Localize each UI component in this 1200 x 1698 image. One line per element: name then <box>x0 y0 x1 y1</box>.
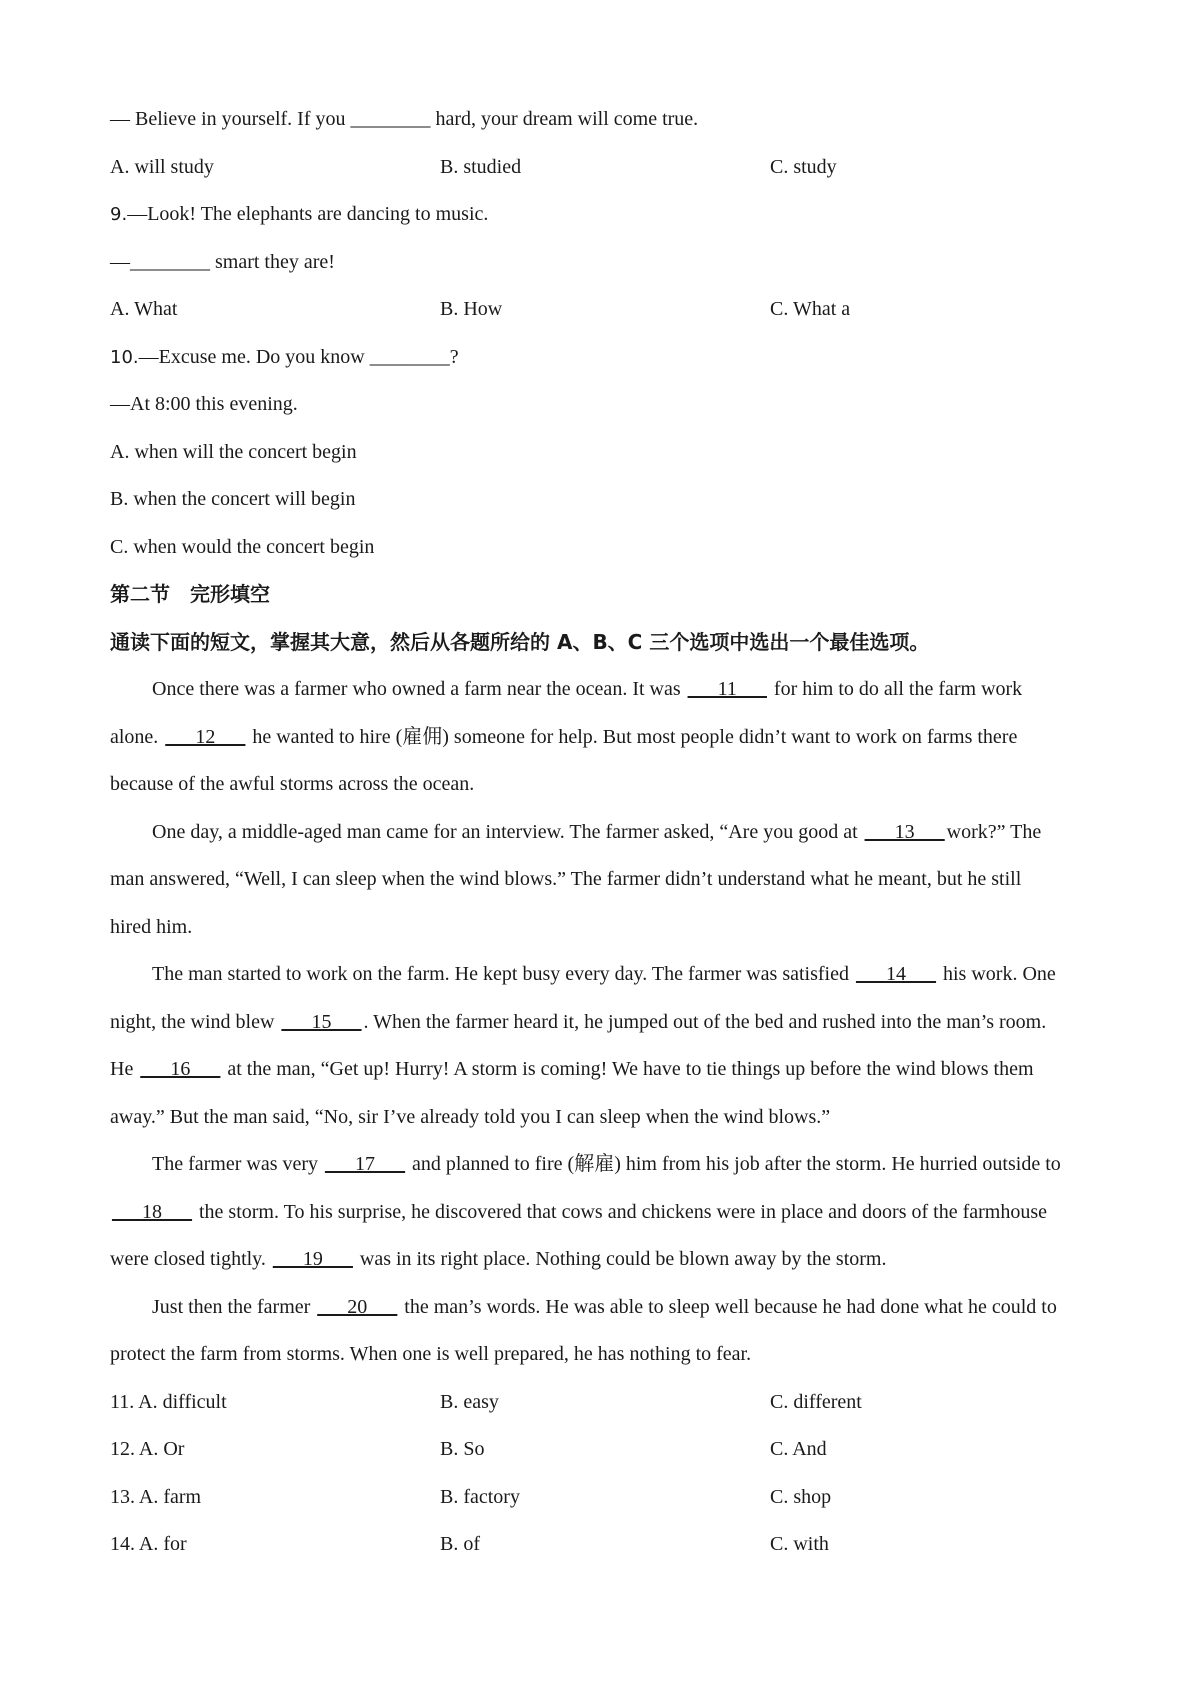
q10-option-b: B. when the concert will begin <box>110 488 356 510</box>
passage-p4-line3 <box>110 1236 1110 1284</box>
q14-option-a: 14. A. for <box>110 1533 187 1555</box>
q8-option-a: A. will study <box>110 155 214 178</box>
p3-l1-pre: The man started to work on the farm. He kept busy every day. The farmer was satisfied <box>152 963 854 985</box>
p1-l1-pre: Once there was a farmer who owned a farm near the ocean. It was <box>152 678 686 700</box>
p4-l1-post: and planned to fire (解雇) him from his job after the storm. He hurried outside to <box>407 1153 1061 1175</box>
passage-p3-line4: away.” But the man said, “No, sir I’ve already told you I can sleep when the wind blows.” <box>110 1105 831 1128</box>
blank-16: ___16___ <box>140 1058 221 1080</box>
p1-l1-post: for him to do all the farm work <box>768 678 1023 700</box>
p5-l1-pre: Just then the farmer <box>152 1295 316 1318</box>
passage-p5-line2: protect the farm from storms. When one is well prepared, he has nothing to fear. <box>110 1343 752 1365</box>
q9-line2 <box>110 239 1110 287</box>
q11-option-a: 11. A. difficult <box>110 1390 227 1413</box>
blank-18: ___18___ <box>112 1200 192 1223</box>
question-row <box>110 1379 1110 1427</box>
page-content <box>110 96 1110 1569</box>
p4-l3-pre: were closed tightly. <box>110 1248 271 1270</box>
p5-l1-post: the man’s words. He was able to sleep well because he had done what he could to <box>399 1295 1057 1318</box>
q8-option-c: C. study <box>770 155 837 178</box>
q14-option-c: C. with <box>770 1533 829 1555</box>
p2-l1-post: work?” The <box>946 820 1042 843</box>
passage-p2-line3: hired him. <box>110 915 193 938</box>
q10-line1-post: ? <box>449 345 459 368</box>
q9-line1 <box>110 191 1110 239</box>
passage-p2-line2: man answered, “Well, I can sleep when the wind blows.” The farmer didn’t understand what he meant, but he still <box>110 868 1022 890</box>
question-row <box>110 1474 1110 1522</box>
section-instruction: 通读下面的短文，掌握其大意，然后从各题所给的 A、B、C 三个选项中选出一个最佳选项。 <box>110 629 930 654</box>
q10-line1-pre: —Excuse me. Do you know <box>138 345 370 368</box>
q14-option-b: B. of <box>440 1533 480 1555</box>
blank-12: ___12___ <box>165 725 246 748</box>
q13-option-c: C. shop <box>770 1485 832 1508</box>
blank-19: ___19___ <box>272 1248 353 1270</box>
blank-13: ___13___ <box>864 820 945 843</box>
p4-l3-post: was in its right place. Nothing could be blown away by the storm. <box>354 1248 887 1270</box>
p1-l2-post: he wanted to hire (雇佣) someone for help. But most people didn’t want to work on farms there <box>247 725 1018 748</box>
q10-line1 <box>110 334 1110 382</box>
p4-l1-pre: The farmer was very <box>152 1153 324 1175</box>
q10-line2: —At 8:00 this evening. <box>110 393 298 415</box>
q8-option-b: B. studied <box>440 155 522 178</box>
q12-option-c: C. And <box>770 1438 827 1460</box>
q12-option-b: B. So <box>440 1438 485 1460</box>
p3-l2-pre: night, the wind blew <box>110 1010 280 1033</box>
q9-option-c: C. What a <box>770 298 851 320</box>
q9-line1-text: —Look! The elephants are dancing to music. <box>127 203 489 225</box>
passage-p2-line1 <box>110 809 1110 857</box>
passage-p1-line2 <box>110 714 1110 762</box>
q12-option-a: 12. A. Or <box>110 1438 185 1460</box>
q9-blank: —________ <box>110 250 210 273</box>
p1-l2-pre: alone. <box>110 725 164 748</box>
q10-option-c: C. when would the concert begin <box>110 535 375 558</box>
q10-blank: ________ <box>369 345 450 368</box>
blank-14: ___14___ <box>856 963 936 985</box>
blank-11: ___11___ <box>687 678 767 700</box>
blank-15: ___15___ <box>281 1010 362 1033</box>
question-row <box>110 1426 1110 1474</box>
passage-p3-line3 <box>110 1046 1110 1094</box>
q13-option-b: B. factory <box>440 1485 520 1508</box>
question-row <box>110 1521 1110 1569</box>
passage-p4-line1 <box>110 1141 1110 1189</box>
q11-option-c: C. different <box>770 1390 862 1413</box>
p3-l2-post: . When the farmer heard it, he jumped out of the bed and rushed into the man’s room. <box>363 1010 1047 1033</box>
q10-option-a: A. when will the concert begin <box>110 440 357 463</box>
blank-17: ___17___ <box>325 1153 406 1175</box>
p3-l3-post: at the man, “Get up! Hurry! A storm is coming! We have to tie things up before the wind blows them <box>222 1058 1034 1080</box>
passage-p3-line1 <box>110 951 1110 999</box>
section-title: 第二节 完形填空 <box>110 582 270 606</box>
q9-option-a: A. What <box>110 298 178 320</box>
q8-stem-pre: — Believe in yourself. If you <box>110 108 351 130</box>
p4-l2-post: the storm. To his surprise, he discovered that cows and chickens were in place and doors of the farmhouse <box>194 1200 1047 1223</box>
q10-number: 10. <box>110 346 139 368</box>
q9-number: 9. <box>110 204 128 225</box>
blank-20: ___20___ <box>317 1295 398 1318</box>
q13-option-a: 13. A. farm <box>110 1485 202 1508</box>
p3-l1-post: his work. One <box>938 963 1056 985</box>
q8-stem <box>110 96 1110 144</box>
q8-blank: ________ <box>350 108 431 130</box>
p2-l1-pre: One day, a middle-aged man came for an interview. The farmer asked, “Are you good at <box>152 820 863 843</box>
q9-options <box>110 286 1110 334</box>
q8-stem-post: hard, your dream will come true. <box>430 108 699 130</box>
passage-p3-line2 <box>110 999 1110 1047</box>
passage-p1-line3: because of the awful storms across the ocean. <box>110 773 475 795</box>
passage-p5-line1 <box>110 1284 1110 1332</box>
passage-p1-line1 <box>110 666 1110 714</box>
passage-p4-line2 <box>110 1189 1110 1237</box>
q9-line2-post: smart they are! <box>210 250 335 273</box>
q11-option-b: B. easy <box>440 1390 499 1413</box>
q9-option-b: B. How <box>440 298 503 320</box>
p3-l3-pre: He <box>110 1058 139 1080</box>
q8-options <box>110 144 1110 192</box>
